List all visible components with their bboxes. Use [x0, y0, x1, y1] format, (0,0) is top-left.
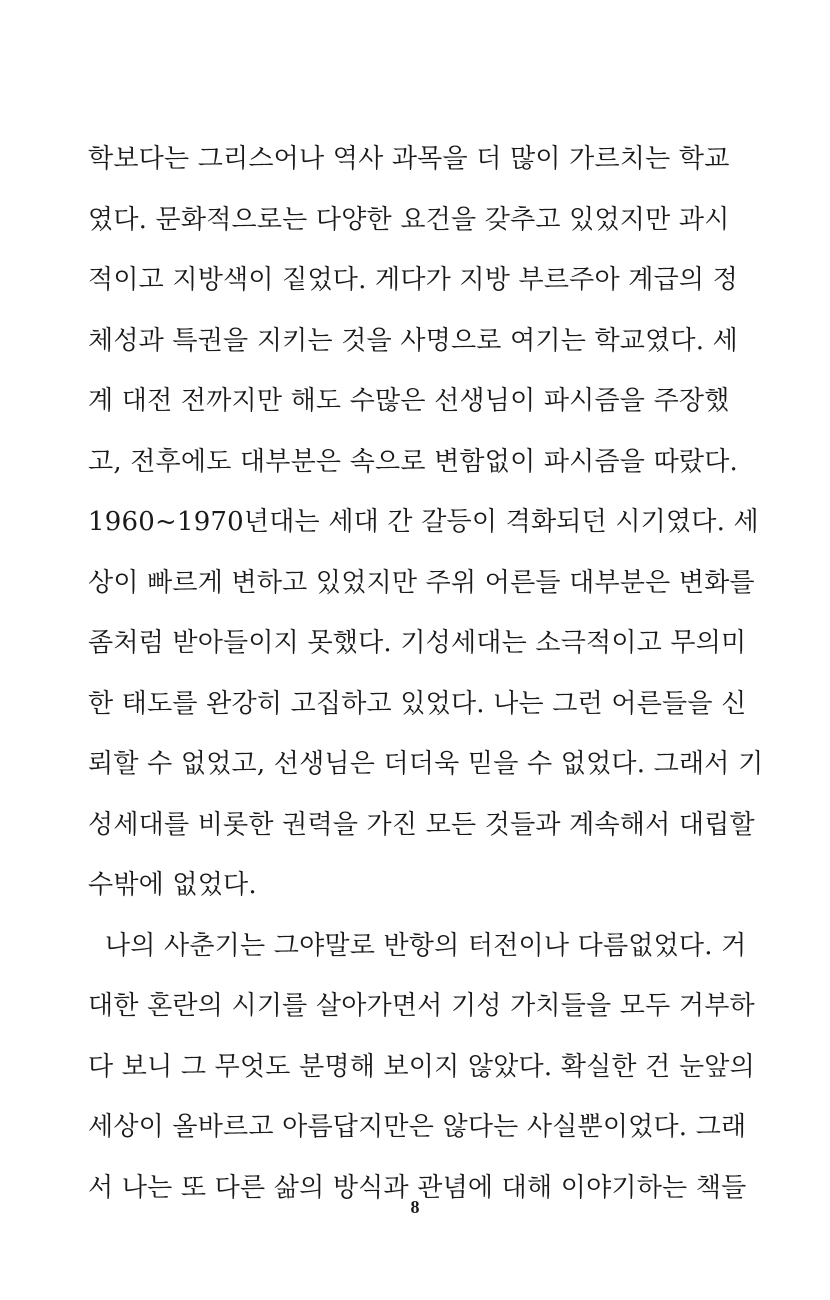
text-line: 좀처럼 받아들이지 못했다. 기성세대는 소극적이고 무의미 [88, 628, 747, 658]
text-line: 서 나는 또 다른 삶의 방식과 관념에 대해 이야기하는 책들 [88, 1172, 747, 1203]
text-line: 수밖에 없었다. [88, 870, 257, 900]
text-line: 다 보니 그 무엇도 분명해 보이지 않았다. 확실한 건 눈앞의 [88, 1051, 755, 1082]
text-line: 상이 빠르게 변하고 있었지만 주위 어른들 대부분은 변화를 [88, 567, 755, 598]
text-line: 대한 혼란의 시기를 살아가면서 기성 가치들을 모두 거부하 [88, 991, 755, 1021]
text-line: 한 태도를 완강히 고집하고 있었다. 나는 그런 어른들을 신 [88, 688, 747, 719]
text-line: 1960~1970년대는 세대 간 갈등이 격화되던 시기였다. 세 [88, 507, 759, 537]
text-line: 적이고 지방색이 짙었다. 게다가 지방 부르주아 계급의 정 [88, 265, 738, 295]
text-line: 뢰할 수 없었고, 선생님은 더더욱 믿을 수 없었다. 그래서 기 [88, 749, 764, 779]
text-line: 체성과 특권을 지키는 것을 사명으로 여기는 학교였다. 세 [88, 325, 738, 356]
text-line: 학보다는 그리스어나 역사 과목을 더 많이 가르치는 학교 [88, 144, 730, 174]
body-text [88, 129, 764, 1218]
text-line: 고, 전후에도 대부분은 속으로 변함없이 파시즘을 따랐다. [88, 446, 738, 477]
text-line: 성세대를 비롯한 권력을 가진 모든 것들과 계속해서 대립할 [88, 809, 755, 840]
text-line: 였다. 문화적으로는 다양한 요건을 갖추고 있었지만 과시 [88, 204, 730, 235]
text-line: 계 대전 전까지만 해도 수많은 선생님이 파시즘을 주장했 [88, 386, 730, 416]
page-number: 8 [410, 1197, 420, 1217]
paragraph-start-line: 나의 사춘기는 그야말로 반항의 터전이나 다름없었다. 거 [88, 930, 747, 961]
text-line: 세상이 올바르고 아름답지만은 않다는 사실뿐이었다. 그래 [88, 1112, 747, 1142]
